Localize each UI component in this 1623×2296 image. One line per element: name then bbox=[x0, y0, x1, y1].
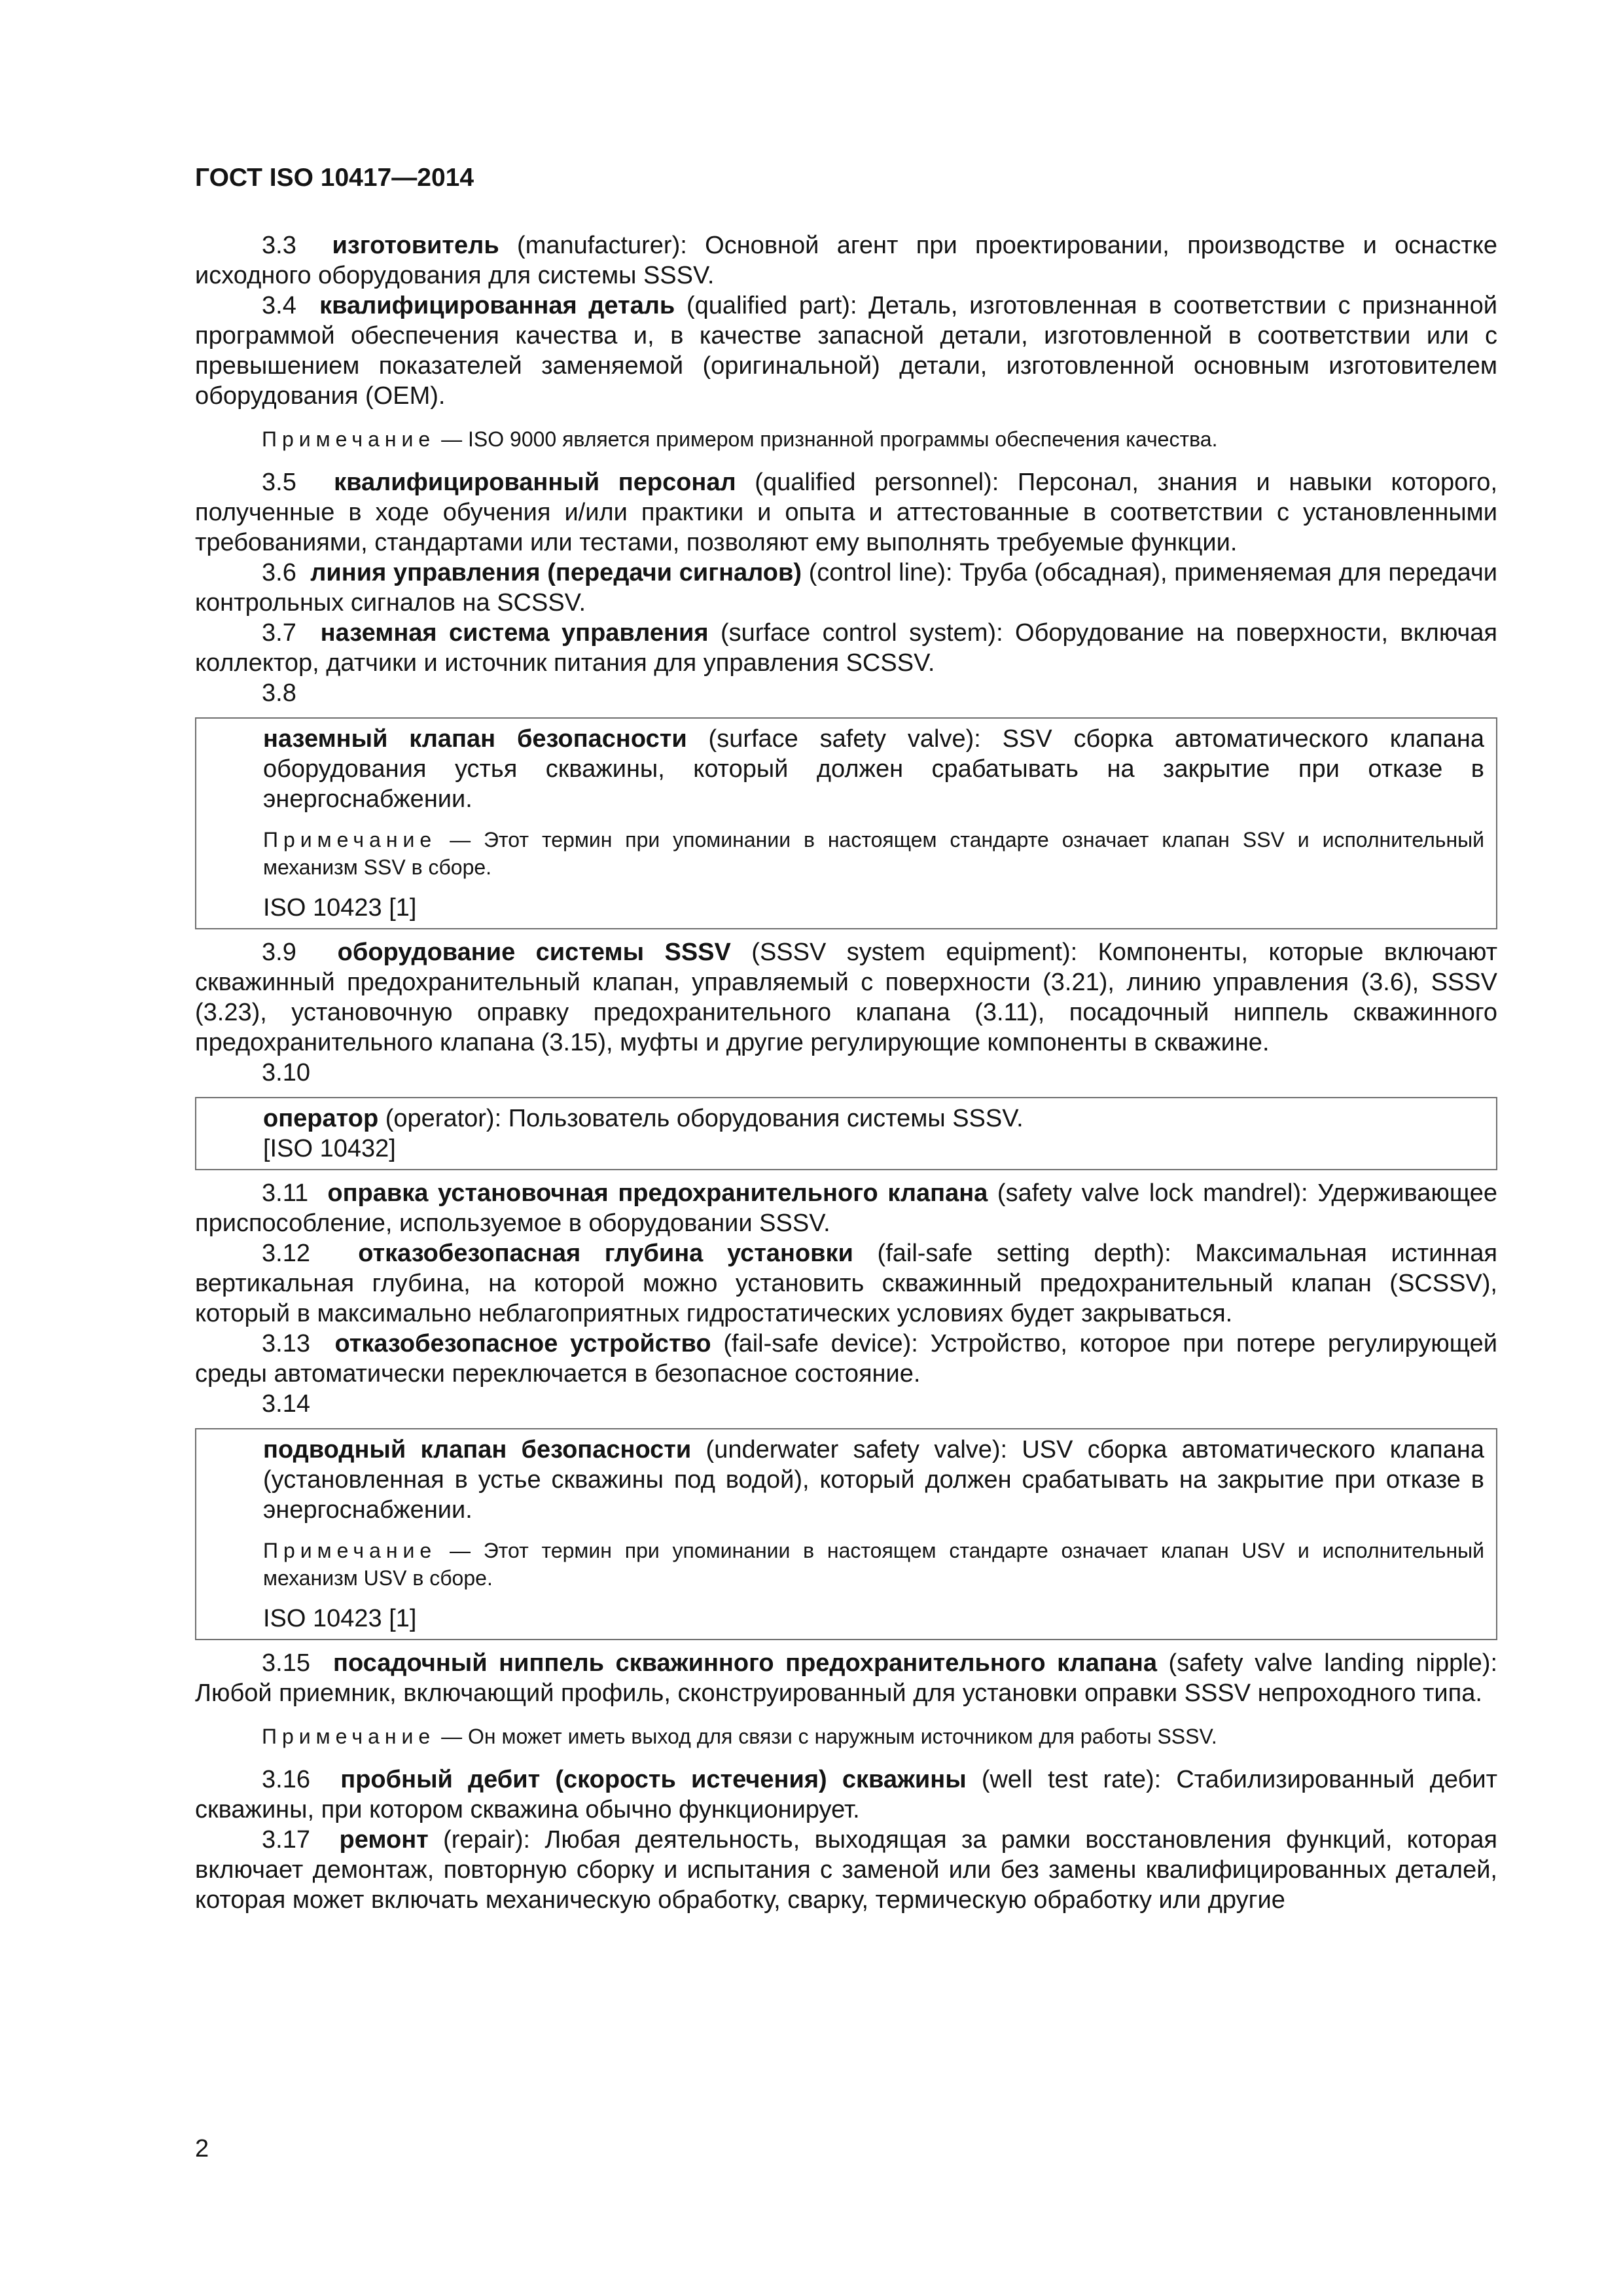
note-label: Примечание bbox=[262, 427, 436, 451]
page-number: 2 bbox=[195, 2135, 209, 2162]
term-number: 3.11 bbox=[262, 1179, 309, 1207]
note-label: Примечание bbox=[263, 828, 437, 852]
term-number: 3.7 bbox=[262, 619, 296, 647]
term-definition: (surface safety valve): SSV сборка автоматического клапана оборудования устья скважины, который должен срабатывать на закрытие при отказе в энергоснабжении. bbox=[263, 725, 1484, 813]
term-number: 3.13 bbox=[262, 1330, 310, 1357]
term-name: ремонт bbox=[339, 1826, 429, 1854]
term-number: 3.9 bbox=[262, 939, 296, 966]
term-entry-3-12 bbox=[195, 1238, 1497, 1329]
document-header: ГОСТ ISO 10417—2014 bbox=[195, 164, 474, 192]
term-name: отказобезопасная глубина установки bbox=[358, 1240, 853, 1267]
term-entry-3-15 bbox=[195, 1648, 1497, 1708]
term-entry-3-7 bbox=[195, 618, 1497, 678]
note-text: — Этот термин при упоминании в настоящем стандарте означает клапан SSV и исполнительный механизм SSV в сборе. bbox=[263, 828, 1484, 879]
term-box-3-10 bbox=[195, 1097, 1497, 1170]
term-name: пробный дебит (скорость истечения) скважины bbox=[340, 1766, 967, 1793]
term-box-3-14 bbox=[195, 1428, 1497, 1640]
note-text: — Он может иметь выход для связи с наружным источником для работы SSSV. bbox=[435, 1725, 1217, 1748]
term-number: 3.6 bbox=[262, 559, 296, 586]
term-name: посадочный ниппель скважинного предохранительного клапана bbox=[333, 1649, 1157, 1677]
term-name: оправка установочная предохранительного клапана bbox=[327, 1179, 988, 1207]
term-name: наземный клапан безопасности bbox=[263, 725, 687, 753]
term-name: квалифицированный персонал bbox=[334, 469, 736, 496]
term-source: [ISO 10432] bbox=[263, 1135, 396, 1162]
term-definition: (manufacturer): Основной агент при проектировании, производстве и оснастке исходного оборудования для системы SSSV. bbox=[195, 232, 1498, 289]
term-name: подводный клапан безопасности bbox=[263, 1436, 692, 1463]
term-definition: (surface control system): Оборудование на поверхности, включая коллектор, датчики и источник питания для управления SCSSV. bbox=[195, 619, 1498, 677]
term-entry-3-17 bbox=[195, 1825, 1497, 1915]
term-name: оборудование системы SSSV bbox=[337, 939, 731, 966]
term-entry-3-4 bbox=[195, 291, 1497, 411]
term-number: 3.4 bbox=[262, 292, 296, 319]
note-label: Примечание bbox=[263, 1539, 437, 1562]
term-number: 3.12 bbox=[262, 1240, 310, 1267]
term-source: ISO 10423 [1] bbox=[263, 894, 417, 922]
term-name: линия управления (передачи сигналов) bbox=[310, 559, 802, 586]
term-name: квалифицированная деталь bbox=[319, 292, 675, 319]
term-definition: (underwater safety valve): USV сборка автоматического клапана (установленная в устье скважины под водой), который должен срабатывать на закрытие при отказе в энергоснабжении. bbox=[263, 1436, 1484, 1524]
note-3-14 bbox=[263, 1537, 1484, 1592]
note-text: — ISO 9000 является примером признанной программы обеспечения качества. bbox=[435, 427, 1218, 451]
term-number-3-14: 3.14 bbox=[262, 1390, 310, 1418]
term-entry-3-14 bbox=[263, 1435, 1484, 1525]
term-definition: (well test rate): Стабилизированный дебит скважины, при котором скважина обычно функционирует. bbox=[195, 1766, 1498, 1823]
term-definition: (qualified personnel): Персонал, знания и навыки которого, полученные в ходе обучения и/или практики и опыта и аттестованные в соответствии с установленными требованиями, стандартами или тестами, позволяют ему выполнять требуемые функции. bbox=[195, 469, 1497, 556]
term-name: отказобезопасное устройство bbox=[334, 1330, 711, 1357]
term-number: 3.17 bbox=[262, 1826, 310, 1854]
term-name: оператор bbox=[263, 1105, 379, 1132]
term-number: 3.3 bbox=[262, 232, 296, 259]
term-entry-3-16 bbox=[195, 1765, 1497, 1825]
term-number: 3.16 bbox=[262, 1766, 310, 1793]
term-number-3-8: 3.8 bbox=[262, 679, 296, 707]
term-entry-3-3 bbox=[195, 230, 1497, 291]
term-number: 3.5 bbox=[262, 469, 296, 496]
term-entry-3-9 bbox=[195, 937, 1497, 1058]
term-definition: (qualified part): Деталь, изготовленная в соответствии с признанной программой обеспечения качества и, в качестве запасной детали, изготовленной в соответствии или с превышением показателей заменяемой (оригинальной) детали, изготовленной основным изготовителем оборудования (OEM). bbox=[195, 292, 1498, 410]
term-entry-3-13 bbox=[195, 1329, 1497, 1389]
term-entry-3-11 bbox=[195, 1178, 1497, 1238]
document-body bbox=[195, 230, 1497, 1915]
term-definition: (repair): Любая деятельность, выходящая за рамки восстановления функций, которая включает демонтаж, повторную сборку и испытания с заменой или без замены квалифицированных деталей, которая может включать механическую обработку, сварку, термическую обработку или другие bbox=[195, 1826, 1497, 1914]
term-entry-3-8 bbox=[263, 724, 1484, 814]
note-3-8 bbox=[263, 826, 1484, 881]
note-3-15 bbox=[195, 1723, 1497, 1750]
term-name: наземная система управления bbox=[320, 619, 709, 647]
note-text: — Этот термин при упоминании в настоящем стандарте означает клапан USV и исполнительный механизм USV в сборе. bbox=[263, 1539, 1484, 1590]
term-entry-3-10 bbox=[263, 1103, 1484, 1134]
term-definition: (fail-safe device): Устройство, которое при потере регулирующей среды автоматически переключается в безопасное состояние. bbox=[195, 1330, 1497, 1388]
term-name: изготовитель bbox=[332, 232, 499, 259]
note-label: Примечание bbox=[262, 1725, 436, 1748]
term-definition: (fail-safe setting depth): Максимальная истинная вертикальная глубина, на которой можно установить скважинный предохранительный клапан (SCSSV), который в максимально неблагоприятных гидростатических условиях будет закрываться. bbox=[195, 1240, 1497, 1327]
note-3-4 bbox=[195, 425, 1497, 453]
term-entry-3-6 bbox=[195, 558, 1497, 618]
term-definition: (control line): Труба (обсадная), применяемая для передачи контрольных сигналов на SCSSV. bbox=[195, 559, 1497, 617]
term-entry-3-5 bbox=[195, 467, 1497, 558]
term-definition: (SSSV system equipment): Компоненты, которые включают скважинный предохранительный клапан, управляемый с поверхности (3.21), линию управления (3.6), SSSV (3.23), установочную оправку предохранительного клапана (3.11), посадочный ниппель скважинного предохранительного клапана (3.15), муфты и другие регулирующие компоненты в скважине. bbox=[195, 939, 1497, 1056]
term-definition: (safety valve lock mandrel): Удерживающее приспособление, используемое в оборудовании SSSV. bbox=[195, 1179, 1497, 1237]
term-box-3-8 bbox=[195, 717, 1497, 929]
term-number: 3.15 bbox=[262, 1649, 310, 1677]
term-number-3-10: 3.10 bbox=[262, 1059, 310, 1086]
term-definition: (safety valve landing nipple): Любой приемник, включающий профиль, сконструированный для установки оправки SSSV непроходного типа. bbox=[195, 1649, 1498, 1707]
term-definition: (operator): Пользователь оборудования системы SSSV. bbox=[378, 1105, 1024, 1132]
term-source: ISO 10423 [1] bbox=[263, 1605, 417, 1632]
